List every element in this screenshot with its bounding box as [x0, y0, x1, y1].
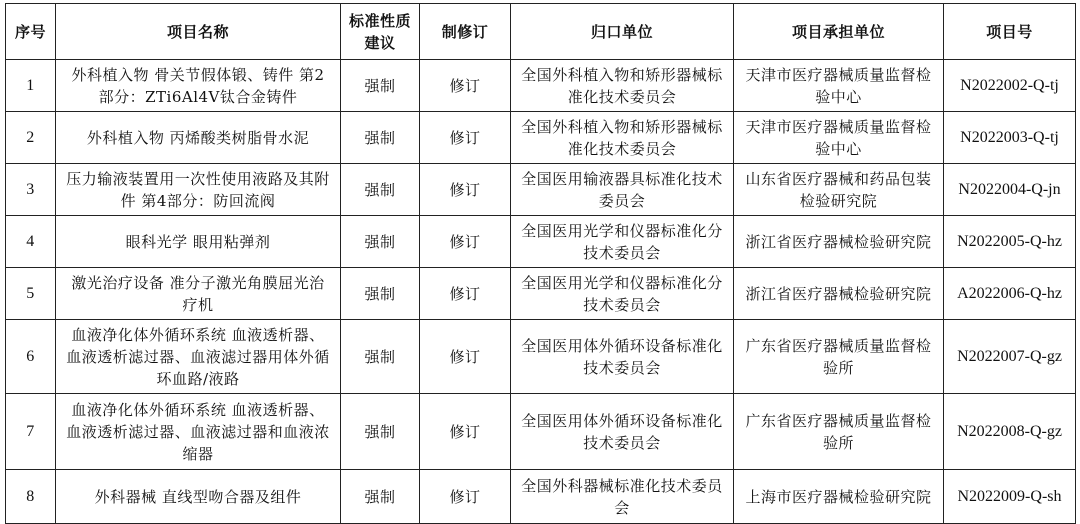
cell-project-name: 眼科光学 眼用粘弹剂 — [56, 216, 341, 268]
cell-project-name: 外科植入物 骨关节假体锻、铸件 第2部分：ZTi6Al4V钛合金铸件 — [56, 60, 341, 112]
cell-undertaking-unit: 天津市医疗器械质量监督检验中心 — [734, 112, 944, 164]
cell-nature: 强制 — [341, 268, 420, 320]
cell-project-name: 血液净化体外循环系统 血液透析器、血液透析滤过器、血液滤过器和血液浓缩器 — [56, 394, 341, 470]
cell-undertaking-unit: 浙江省医疗器械检验研究院 — [734, 216, 944, 268]
cell-project-code: N2022009-Q-sh — [944, 470, 1076, 524]
cell-project-code: N2022005-Q-hz — [944, 216, 1076, 268]
table-header-row — [6, 4, 1076, 60]
header-project-code: 项目号 — [944, 4, 1076, 60]
cell-responsible-unit: 全国外科植入物和矫形器械标准化技术委员会 — [511, 112, 734, 164]
header-standard-nature: 标准性质建议 — [341, 4, 420, 60]
cell-seq: 4 — [6, 216, 56, 268]
table-row — [6, 320, 1076, 394]
cell-nature: 强制 — [341, 112, 420, 164]
cell-revision: 修订 — [420, 60, 511, 112]
cell-undertaking-unit: 广东省医疗器械质量监督检验所 — [734, 320, 944, 394]
cell-undertaking-unit: 浙江省医疗器械检验研究院 — [734, 268, 944, 320]
cell-nature: 强制 — [341, 470, 420, 524]
cell-revision: 修订 — [420, 112, 511, 164]
header-revision: 制修订 — [420, 4, 511, 60]
cell-project-code: N2022002-Q-tj — [944, 60, 1076, 112]
table-row — [6, 268, 1076, 320]
cell-revision: 修订 — [420, 394, 511, 470]
header-responsible-unit: 归口单位 — [511, 4, 734, 60]
table-row — [6, 60, 1076, 112]
cell-responsible-unit: 全国医用体外循环设备标准化技术委员会 — [511, 320, 734, 394]
header-seq: 序号 — [6, 4, 56, 60]
cell-responsible-unit: 全国外科植入物和矫形器械标准化技术委员会 — [511, 60, 734, 112]
cell-nature: 强制 — [341, 164, 420, 216]
standards-project-table — [5, 3, 1076, 524]
cell-revision: 修订 — [420, 164, 511, 216]
cell-project-name: 外科器械 直线型吻合器及组件 — [56, 470, 341, 524]
table-row — [6, 112, 1076, 164]
cell-project-code: N2022007-Q-gz — [944, 320, 1076, 394]
cell-nature: 强制 — [341, 216, 420, 268]
table-row — [6, 394, 1076, 470]
header-undertaking-unit: 项目承担单位 — [734, 4, 944, 60]
cell-project-name: 血液净化体外循环系统 血液透析器、血液透析滤过器、血液滤过器用体外循环血路/液路 — [56, 320, 341, 394]
cell-revision: 修订 — [420, 320, 511, 394]
cell-project-code: N2022003-Q-tj — [944, 112, 1076, 164]
cell-responsible-unit: 全国外科器械标准化技术委员会 — [511, 470, 734, 524]
cell-seq: 5 — [6, 268, 56, 320]
cell-responsible-unit: 全国医用光学和仪器标准化分技术委员会 — [511, 268, 734, 320]
cell-undertaking-unit: 广东省医疗器械质量监督检验所 — [734, 394, 944, 470]
cell-seq: 7 — [6, 394, 56, 470]
cell-project-code: A2022006-Q-hz — [944, 268, 1076, 320]
cell-seq: 3 — [6, 164, 56, 216]
standards-table-wrapper — [5, 3, 1076, 524]
table-row — [6, 216, 1076, 268]
cell-nature: 强制 — [341, 60, 420, 112]
cell-undertaking-unit: 天津市医疗器械质量监督检验中心 — [734, 60, 944, 112]
cell-seq: 2 — [6, 112, 56, 164]
table-row — [6, 470, 1076, 524]
cell-responsible-unit: 全国医用输液器具标准化技术委员会 — [511, 164, 734, 216]
cell-responsible-unit: 全国医用体外循环设备标准化技术委员会 — [511, 394, 734, 470]
cell-undertaking-unit: 山东省医疗器械和药品包装检验研究院 — [734, 164, 944, 216]
cell-project-code: N2022004-Q-jn — [944, 164, 1076, 216]
cell-responsible-unit: 全国医用光学和仪器标准化分技术委员会 — [511, 216, 734, 268]
cell-project-name: 外科植入物 丙烯酸类树脂骨水泥 — [56, 112, 341, 164]
cell-nature: 强制 — [341, 320, 420, 394]
cell-nature: 强制 — [341, 394, 420, 470]
cell-seq: 1 — [6, 60, 56, 112]
table-row — [6, 164, 1076, 216]
cell-project-name: 压力输液装置用一次性使用液路及其附件 第4部分：防回流阀 — [56, 164, 341, 216]
cell-project-code: N2022008-Q-gz — [944, 394, 1076, 470]
cell-seq: 6 — [6, 320, 56, 394]
cell-revision: 修订 — [420, 216, 511, 268]
cell-revision: 修订 — [420, 470, 511, 524]
cell-undertaking-unit: 上海市医疗器械检验研究院 — [734, 470, 944, 524]
cell-revision: 修订 — [420, 268, 511, 320]
cell-project-name: 激光治疗设备 准分子激光角膜屈光治疗机 — [56, 268, 341, 320]
cell-seq: 8 — [6, 470, 56, 524]
header-project-name: 项目名称 — [56, 4, 341, 60]
